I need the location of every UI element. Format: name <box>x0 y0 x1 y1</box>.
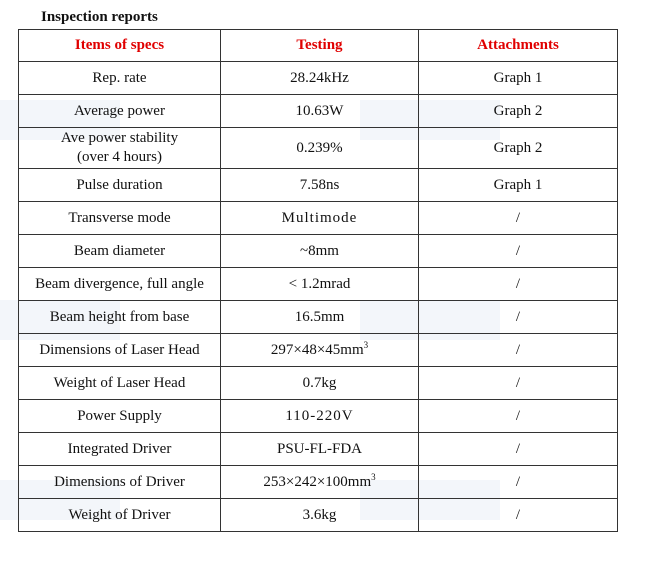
testing-cell: PSU-FL-FDA <box>221 433 419 466</box>
attachment-cell: / <box>419 433 618 466</box>
table-row <box>19 334 618 367</box>
attachment-cell: / <box>419 334 618 367</box>
header-attachments: Attachments <box>419 30 618 62</box>
testing-cell: 0.239% <box>221 128 419 169</box>
attachment-cell: Graph 1 <box>419 62 618 95</box>
item-cell: Weight of Driver <box>19 499 221 532</box>
testing-value: 297×48×45mm <box>270 341 364 358</box>
testing-cell <box>221 334 419 367</box>
testing-cell: ~8mm <box>221 235 419 268</box>
page-title: Inspection reports <box>41 9 158 25</box>
table-row <box>19 268 618 301</box>
testing-cell: 3.6kg <box>221 499 419 532</box>
testing-cell: 16.5mm <box>221 301 419 334</box>
testing-cell: 28.24kHz <box>221 62 419 95</box>
item-cell: Beam height from base <box>19 301 221 334</box>
table-row <box>19 499 618 532</box>
header-testing: Testing <box>221 30 419 62</box>
table-row <box>19 466 618 499</box>
attachment-cell: Graph 2 <box>419 128 618 169</box>
item-cell: Power Supply <box>19 400 221 433</box>
item-cell: Dimensions of Laser Head <box>19 334 221 367</box>
attachment-cell: / <box>419 400 618 433</box>
attachment-cell: / <box>419 202 618 235</box>
item-cell: Beam divergence, full angle <box>19 268 221 301</box>
testing-cell: 110-220V <box>221 400 419 433</box>
header-items: Items of specs <box>19 30 221 62</box>
item-cell: Beam diameter <box>19 235 221 268</box>
item-cell: Average power <box>19 95 221 128</box>
attachment-cell: / <box>419 499 618 532</box>
attachment-cell: / <box>419 235 618 268</box>
table-row <box>19 202 618 235</box>
attachment-cell: / <box>419 367 618 400</box>
testing-cell: 10.63W <box>221 95 419 128</box>
testing-cell: 0.7kg <box>221 367 419 400</box>
superscript: 3 <box>363 339 369 350</box>
attachment-cell: Graph 1 <box>419 169 618 202</box>
attachment-cell: Graph 2 <box>419 95 618 128</box>
attachment-cell: / <box>419 301 618 334</box>
item-cell: Integrated Driver <box>19 433 221 466</box>
testing-cell: Multimode <box>221 202 419 235</box>
table-row <box>19 95 618 128</box>
item-cell <box>19 128 221 169</box>
table-row <box>19 301 618 334</box>
testing-value: 253×242×100mm <box>263 473 372 490</box>
attachment-cell: / <box>419 268 618 301</box>
testing-cell: 7.58ns <box>221 169 419 202</box>
item-line-1: Ave power stability <box>60 130 179 146</box>
testing-cell: < 1.2mrad <box>221 268 419 301</box>
table-header-row <box>19 30 618 62</box>
table-row <box>19 367 618 400</box>
inspection-table <box>18 29 618 532</box>
item-cell: Transverse mode <box>19 202 221 235</box>
table-row <box>19 128 618 169</box>
item-cell: Pulse duration <box>19 169 221 202</box>
item-cell: Dimensions of Driver <box>19 466 221 499</box>
item-cell: Rep. rate <box>19 62 221 95</box>
attachment-cell: / <box>419 466 618 499</box>
table-row <box>19 62 618 95</box>
table-row <box>19 433 618 466</box>
item-line-2: (over 4 hours) <box>77 149 162 165</box>
superscript: 3 <box>371 471 376 482</box>
testing-cell <box>221 466 419 499</box>
table-row <box>19 169 618 202</box>
item-cell: Weight of Laser Head <box>19 367 221 400</box>
table-row <box>19 235 618 268</box>
table-row <box>19 400 618 433</box>
